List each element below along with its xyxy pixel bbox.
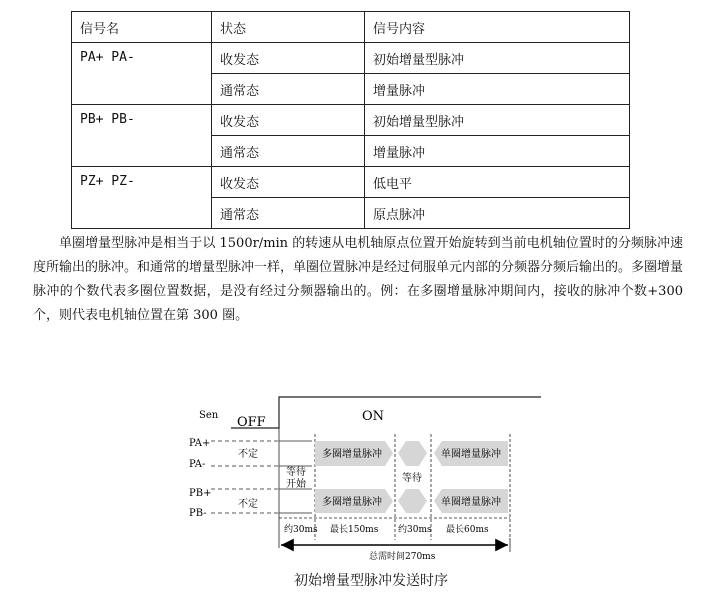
state-cell: 收发态 — [212, 167, 365, 198]
state-cell: 收发态 — [212, 105, 365, 136]
content-cell: 增量脉冲 — [365, 74, 630, 105]
figure-caption: 初始增量型脉冲发送时序 — [294, 573, 448, 589]
off-label: OFF — [237, 415, 266, 430]
header-signal-content: 信号内容 — [365, 12, 630, 43]
on-label: ON — [362, 409, 385, 424]
total-duration-label: 总需时间270ms — [369, 552, 436, 562]
signal-name-cell: PA+ PA- — [72, 43, 212, 105]
header-state: 状态 — [212, 12, 365, 43]
pb-single-turn-label: 单圈增量脉冲 — [441, 497, 501, 508]
paragraph-text: 单圈增量型脉冲是相当于以 1500r/min 的转速从电机轴原点位置开始旋转到当前电机轴位置时的分频脉冲速度所输出的脉冲。和通常的增量型脉冲一样，单圈位置脉冲是经过伺服单元内部的分频器分频后输出的。多圈增量脉冲的个数代表多圈位置数据，是没有经过分频器输出的。例：在多圈增量脉冲期间内，接收的脉冲个数+300 个，则代表电机轴位置在第 300 圈。 — [33, 236, 684, 323]
segment-label: 约30ms — [398, 525, 432, 535]
pa-undefined-label: 不定 — [238, 449, 258, 460]
segment-label: 最长60ms — [446, 525, 489, 535]
pb-minus-label: PB- — [189, 508, 207, 519]
pb-multi-turn-label: 多圈增量脉冲 — [322, 497, 382, 508]
header-signal-name: 信号名 — [72, 12, 212, 43]
pb-plus-label: PB+ — [189, 488, 212, 499]
pa-multi-turn-label: 多圈增量脉冲 — [322, 449, 382, 460]
content-cell: 原点脉冲 — [365, 198, 630, 229]
state-cell: 通常态 — [212, 198, 365, 229]
signal-name-cell: PB+ PB- — [72, 105, 212, 167]
pb-wait-diamond — [398, 489, 427, 513]
content-cell: 初始增量型脉冲 — [365, 105, 630, 136]
pa-plus-label: PA+ — [189, 438, 211, 449]
wait-start-line1: 等待 — [286, 467, 306, 478]
state-cell: 收发态 — [212, 43, 365, 74]
signal-name-cell: PZ+ PZ- — [72, 167, 212, 229]
pb-undefined-label: 不定 — [238, 499, 258, 510]
segment-label: 最长150ms — [330, 525, 379, 535]
segment-label: 约30ms — [284, 525, 318, 535]
sen-label: Sen — [199, 410, 219, 421]
wait-label: 等待 — [402, 473, 422, 484]
sen-signal-line — [231, 397, 541, 428]
pa-wait-diamond — [398, 441, 427, 466]
state-cell: 通常态 — [212, 74, 365, 105]
content-cell: 低电平 — [365, 167, 630, 198]
state-cell: 通常态 — [212, 136, 365, 167]
wait-start-line2: 开始 — [286, 479, 306, 490]
pa-single-turn-label: 单圈增量脉冲 — [441, 449, 501, 460]
content-cell: 初始增量型脉冲 — [365, 43, 630, 74]
content-cell: 增量脉冲 — [365, 136, 630, 167]
pa-minus-label: PA- — [189, 459, 206, 470]
